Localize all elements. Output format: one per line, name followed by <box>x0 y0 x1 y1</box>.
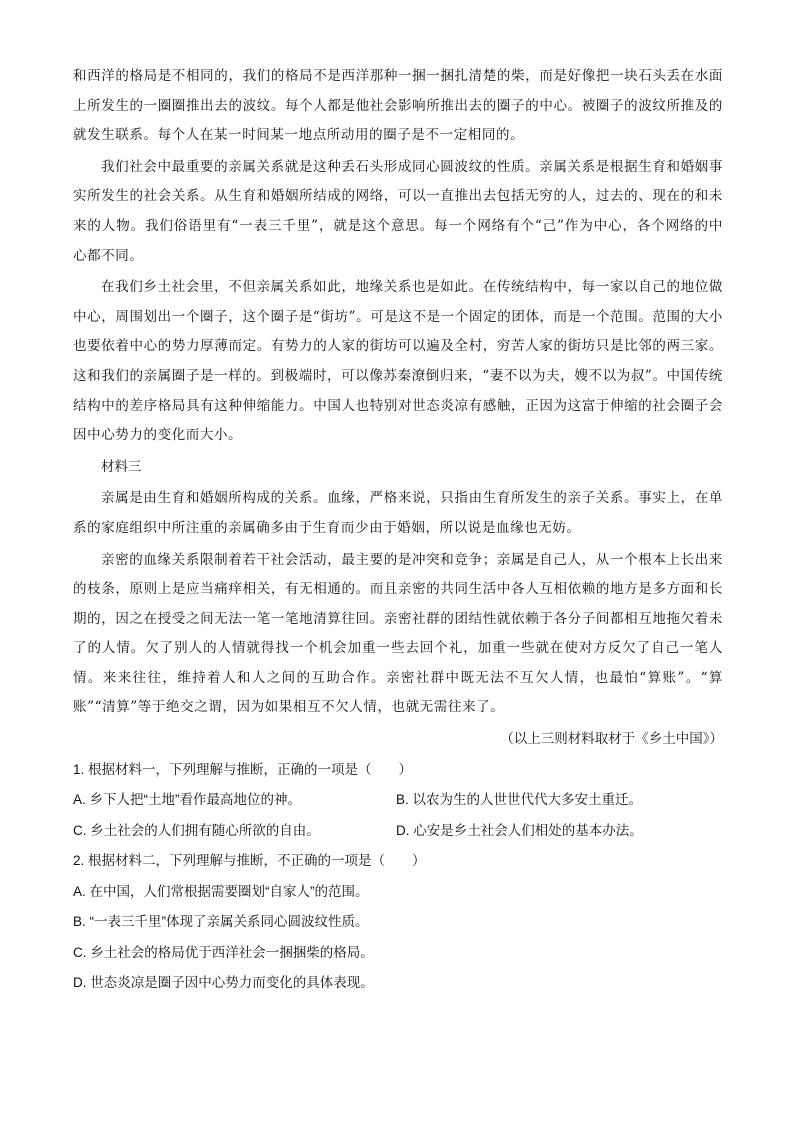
question-1-option-b[interactable]: B. 以农为生的人世世代代大多安土重迁。 <box>396 792 643 808</box>
document-page <box>73 62 723 999</box>
material-three-heading: 材料三 <box>101 458 142 475</box>
passage-paragraph-4: 亲属是由生育和婚姻所构成的关系。血缘，严格来说，只指由生育所发生的亲子关系。事实上，在单系的家庭组织中所注重的亲属确多由于生育而少由于婚姻，所以说是血缘也无妨。 <box>73 490 723 536</box>
question-2-option-b[interactable]: B. “一表三千里”体现了亲属关系同心圆波纹性质。 <box>73 914 369 930</box>
passage-paragraph-5: 亲密的血缘关系限制着若干社会活动，最主要的是冲突和竞争；亲属是自己人，从一个根本上长出来的枝条，原则上是应当痛痒相关，有无相通的。而且亲密的共同生活中各人互相依赖的地方是多方面和长期的，因之在授受之间无法一笔一笔地清算往回。亲密社群的团结性就依赖于各分子间都相互地拖欠着未了的人情。欠了别人的人情就得找一个机会加重一些去回个礼，加重一些就在使对方反欠了自己一笔人情。来来往往，维持着人和人之间的互助合作。亲密社群中既无法不互欠人情，也最怕“算账”。“算账”“清算”等于绝交之谓，因为如果相互不欠人情，也就无需往来了。 <box>73 551 723 716</box>
question-1-options-row-1 <box>73 785 723 816</box>
question-1-options-row-2 <box>73 816 723 847</box>
question-2 <box>73 846 723 999</box>
question-1-stem: 1. 根据材料一，下列理解与推断，正确的一项是（ ） <box>73 761 413 777</box>
source-note: （以上三则材料取材于《乡土中国》） <box>500 731 723 748</box>
question-2-option-d[interactable]: D. 世态炎凉是圈子因中心势力而变化的具体表现。 <box>73 975 374 991</box>
question-1-option-d[interactable]: D. 心安是乡土社会人们相处的基本办法。 <box>396 822 643 838</box>
question-2-option-a[interactable]: A. 在中国，人们常根据需要圈划“自家人”的范围。 <box>73 883 369 899</box>
passage-paragraph-2: 我们社会中最重要的亲属关系就是这种丢石头形成同心圆波纹的性质。亲属关系是根据生育和婚姻事实所发生的社会关系。从生育和婚姻所结成的网络，可以一直推出去包括无穷的人，过去的、现在的和未来的人物。我们俗语里有“一表三千里”，就是这个意思。每一个网络有个“己”作为中心，各个网络的中心都不同。 <box>73 158 723 264</box>
question-1-option-a[interactable]: A. 乡下人把“土地”看作最高地位的神。 <box>73 792 301 808</box>
question-2-option-c[interactable]: C. 乡土社会的格局优于西洋社会一捆捆柴的格局。 <box>73 944 374 960</box>
question-1-option-c[interactable]: C. 乡土社会的人们拥有随心所欲的自由。 <box>73 822 320 838</box>
passage-paragraph-3: 在我们乡土社会里，不但亲属关系如此，地缘关系也是如此。在传统结构中，每一家以自己的地位做中心，周围划出一个圈子，这个圈子是“街坊”。可是这不是一个固定的团体，而是一个范围。范围的大小也要依着中心的势力厚薄而定。有势力的人家的街坊可以遍及全村，穷苦人家的街坊只是比邻的两三家。这和我们的亲属圈子是一样的。到极端时，可以像苏秦潦倒归来，“妻不以为夫，嫂不以为叔”。中国传统结构中的差序格局具有这种伸缩能力。中国人也特别对世态炎凉有感触，正因为这富于伸缩的社会圈子会因中心势力的变化而大小。 <box>73 279 723 444</box>
question-2-stem: 2. 根据材料二，下列理解与推断，不正确的一项是（ ） <box>73 853 426 869</box>
question-1 <box>73 755 723 847</box>
passage-paragraph-1: 和西洋的格局是不相同的，我们的格局不是西洋那种一捆一捆扎清楚的柴，而是好像把一块石头丢在水面上所发生的一圈圈推出去的波纹。每个人都是他社会影响所推出去的圈子的中心。被圈子的波纹所推及的就发生联系。每个人在某一时间某一地点所动用的圈子是不一定相同的。 <box>73 68 723 144</box>
